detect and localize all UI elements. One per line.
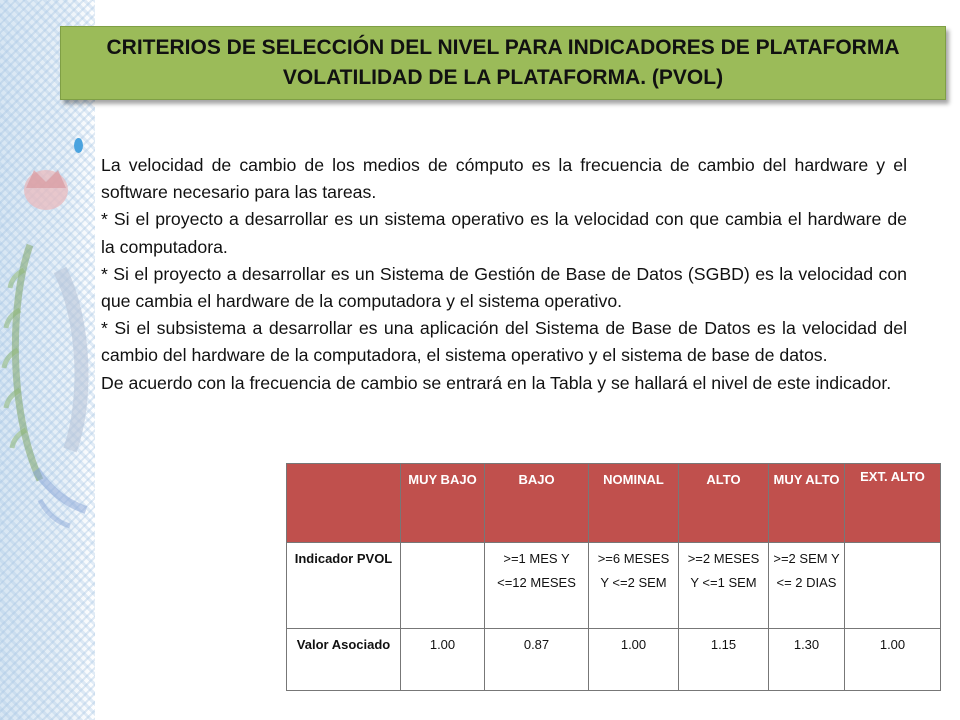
header-cell-muy-bajo: MUY BAJO [401, 464, 485, 543]
table-cell: >=2 SEM Y <= 2 DIAS [769, 543, 845, 629]
header-cell-ext-alto: EXT. ALTO [845, 464, 941, 543]
table-cell: >=2 MESES Y <=1 SEM [679, 543, 769, 629]
table-header-row [287, 464, 941, 543]
header-cell-nominal: NOMINAL [589, 464, 679, 543]
row-label-valor: Valor Asociado [287, 629, 401, 691]
table-cell: 1.15 [679, 629, 769, 691]
paragraph-db-app: * Si el subsistema a desarrollar es una aplicación del Sistema de Base de Datos es la velocidad del cambio del hardware de la computadora, el sistema operativo y el sistema de base de datos. [101, 318, 907, 366]
pvol-table [286, 463, 941, 691]
paragraph-intro: La velocidad de cambio de los medios de cómputo es la frecuencia de cambio del hardware y el software necesario para las tareas. [101, 155, 907, 203]
paragraph-table-ref: De acuerdo con la frecuencia de cambio se entrará en la Tabla y se hallará el nivel de este indicador. [101, 372, 892, 393]
title-line-2: VOLATILIDAD DE LA PLATAFORMA. (PVOL) [282, 66, 724, 89]
table-row [287, 543, 941, 629]
table-cell: >=1 MES Y <=12 MESES [485, 543, 589, 629]
row-label-indicador: Indicador PVOL [287, 543, 401, 629]
header-cell-alto: ALTO [679, 464, 769, 543]
table-cell: 0.87 [485, 629, 589, 691]
header-cell-bajo: BAJO [485, 464, 589, 543]
table-cell: 1.00 [401, 629, 485, 691]
crest-icon [0, 150, 95, 570]
bullet-icon [74, 138, 83, 153]
body-text [101, 152, 907, 397]
table-cell [401, 543, 485, 629]
paragraph-sgbd: * Si el proyecto a desarrollar es un Sistema de Gestión de Base de Datos (SGBD) es la velocidad con que cambia el hardware de la computadora y el sistema operativo. [101, 263, 907, 312]
title-banner [60, 26, 946, 100]
paragraph-os: * Si el proyecto a desarrollar es un sistema operativo es la velocidad con que cambia el hardware de la computadora. [101, 209, 907, 257]
table-cell: >=6 MESES Y <=2 SEM [589, 543, 679, 629]
header-cell-muy-alto: MUY ALTO [769, 464, 845, 543]
table-cell: 1.00 [589, 629, 679, 691]
table-cell: 1.30 [769, 629, 845, 691]
table-row [287, 629, 941, 691]
table-cell: 1.00 [845, 629, 941, 691]
title-line-1: CRITERIOS DE SELECCIÓN DEL NIVEL PARA INDICADORES DE PLATAFORMA [106, 36, 900, 59]
table-cell [845, 543, 941, 629]
header-cell-empty [287, 464, 401, 543]
